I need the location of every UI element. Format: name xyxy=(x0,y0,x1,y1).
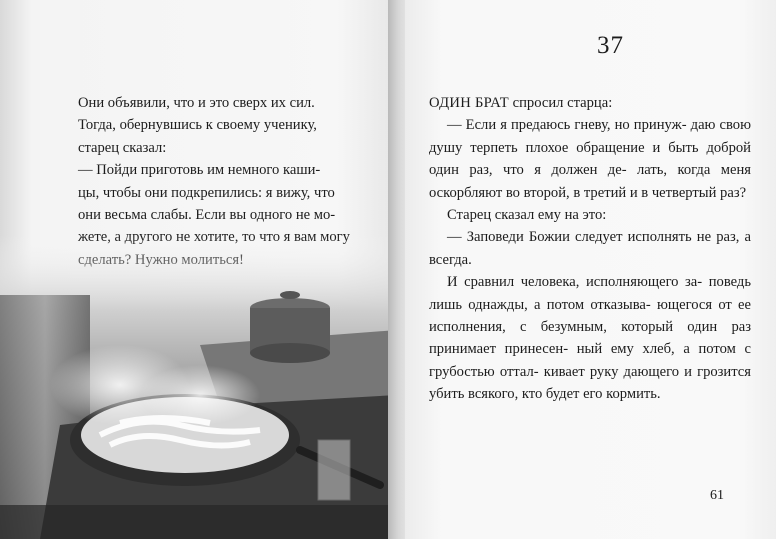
chapter-number: 37 xyxy=(597,32,624,59)
right-page xyxy=(405,0,776,539)
cooking-photo xyxy=(0,235,397,539)
paragraph: И сравнил человека, исполняющего за- поведь лишь однажды, а потом отказыва- ющегося от ее исполнения, с безумным, который один раз принимает принесен- ный ему хлеб, а потом с грубостью оттал- кивает руку дающего и грозится убить всякого, кто будет его кормить. xyxy=(429,274,751,403)
frying-pan-illustration xyxy=(0,235,397,539)
text-line: старец сказал: xyxy=(78,139,167,156)
text-line: Они объявили, что и это сверх их сил. xyxy=(78,95,315,111)
right-page-text xyxy=(429,92,751,406)
paragraph: — Заповеди Божии следует исполнять не раз, а всегда. xyxy=(429,229,751,268)
page-number: 61 xyxy=(710,488,724,503)
lead-rest: спросил старца: xyxy=(509,95,613,111)
lead-caps: ОДИН БРАТ xyxy=(429,95,509,111)
paragraph: Старец сказал ему на это: xyxy=(447,207,607,224)
text-line: Тогда, обернувшись к своему ученику, xyxy=(78,117,317,134)
text-line: цы, чтобы они подкрепились: я вижу, что xyxy=(78,184,335,201)
paragraph: — Если я предаюсь гневу, но принуж- даю свою душу терпеть плохое обращение и быть доброй один раз, что я должен де- лать, когда меня оскорбляют во второй, в третий и в четвертый раз? xyxy=(429,117,751,201)
text-line: — Пойди приготовь им немного каши- xyxy=(78,162,321,179)
text-line: они весьма слабы. Если вы одного не мо- xyxy=(78,207,336,224)
lead-paragraph xyxy=(429,92,751,114)
